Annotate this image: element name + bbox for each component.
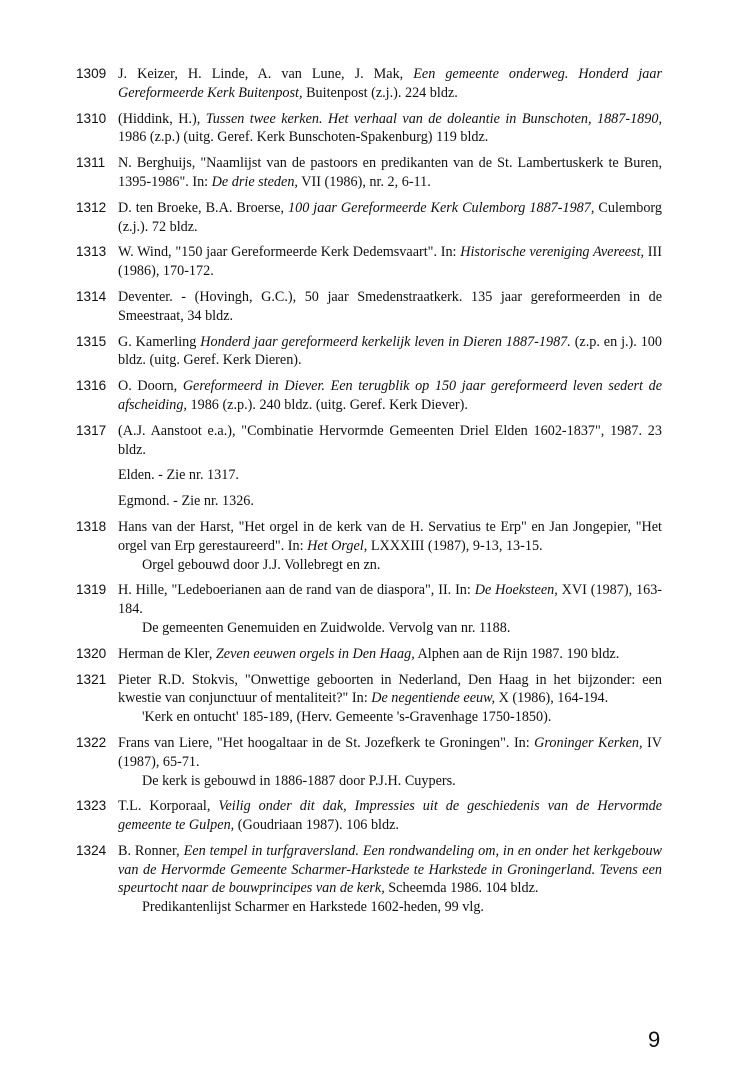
- entry-title: Een gemeente onderweg. Honderd jaar Gereformeerde Kerk Buitenpost,: [118, 66, 662, 101]
- bibliography-entry: [76, 422, 662, 460]
- entry-title: Veilig onder dit dak, Impressies uit de geschiedenis van de Hervormde gemeente te Gulpen,: [118, 798, 662, 834]
- entry-note: Predikantenlijst Scharmer en Harkstede 1602-heden, 99 vlg.: [142, 899, 484, 916]
- bibliography-entry: [76, 243, 662, 281]
- entry-title: Een tempel in turfgraversland. Een rondwandeling om, in en onder het kerkgebouw van de Hervormde Gemeente Scharmer-Harkstede te Harkstede in Groningerland. Tevens een speurtocht naar de bouwprincipes van de kerk,: [118, 842, 662, 897]
- entry-author: Deventer. - (Hovingh, G.C.), 50 jaar Smedenstraatkerk. 135 jaar gereformeerden in de Smeestraat, 34 bldz.: [118, 288, 662, 324]
- entry-publication: VII (1986), nr. 2, 6-11.: [297, 173, 431, 190]
- entry-title: Gereformeerd in Diever. Een terugblik op 150 jaar gereformeerd leven sedert de afscheiding,: [118, 378, 662, 413]
- entry-author: H. Hille, "Ledeboerianen aan de rand van de diaspora", II. In:: [118, 582, 475, 599]
- entry-number: 1322: [76, 734, 107, 750]
- bibliography-entry: [76, 671, 662, 727]
- entry-number: 1320: [76, 645, 107, 661]
- entry-publication: LXXXIII (1987), 9-13, 13-15.: [367, 537, 543, 554]
- entry-text: [118, 734, 662, 790]
- entry-text: [118, 645, 662, 664]
- entry-number: 1318: [76, 518, 107, 534]
- bibliography-entry: [76, 199, 662, 237]
- entry-author: B. Ronner,: [118, 842, 184, 859]
- entry-text: [118, 110, 662, 148]
- cross-reference: Egmond. - Zie nr. 1326.: [118, 493, 254, 510]
- entry-number: 1323: [76, 798, 107, 814]
- entry-number: 1309: [76, 66, 107, 81]
- entry-text: [118, 518, 662, 574]
- entry-author: Hans van der Harst, "Het orgel in de kerk van de H. Servatius te Erp" en Jan Jongepier, "Het orgel van Erp gerestaureerd". In:: [118, 518, 662, 554]
- entry-publication: 1986 (z.p.) (uitg. Geref. Kerk Bunschoten-Spakenburg) 119 bldz.: [118, 129, 489, 146]
- entry-title: De negentiende eeuw,: [371, 690, 496, 707]
- entry-number: 1321: [76, 671, 107, 687]
- entry-number: 1316: [76, 378, 107, 394]
- entry-number: 1324: [76, 842, 107, 858]
- entry-author: D. ten Broeke, B.A. Broerse,: [118, 199, 289, 216]
- bibliography-entry: [76, 645, 662, 664]
- entry-text: [118, 671, 662, 727]
- entry-text: [118, 288, 662, 326]
- bibliography-entry: [76, 581, 662, 637]
- bibliography-list: [76, 65, 662, 924]
- entry-author: N. Berghuijs, "Naamlijst van de pastoors en predikanten van de St. Lambertuskerk te Buren, 1395-1986". In:: [118, 155, 662, 190]
- entry-text: [118, 581, 662, 637]
- entry-text: [118, 154, 662, 192]
- entry-note: De kerk is gebouwd in 1886-1887 door P.J.H. Cuypers.: [142, 772, 456, 789]
- entry-publication: Alphen aan de Rijn 1987. 190 bldz.: [414, 645, 620, 662]
- entry-title: Honderd jaar gereformeerd kerkelijk leven in Dieren 1887-1987.: [200, 333, 571, 350]
- entry-number: 1315: [76, 333, 107, 349]
- entry-number: 1310: [76, 110, 107, 126]
- bibliography-entry: [76, 734, 662, 790]
- entry-author: (A.J. Aanstoot e.a.), "Combinatie Hervormde Gemeenten Driel Elden 1602-1837", 1987. 23 bldz.: [118, 422, 662, 458]
- entry-author: (Hiddink, H.),: [118, 110, 206, 127]
- entry-title: De drie steden,: [211, 173, 298, 190]
- entry-title: Groninger Kerken,: [534, 734, 643, 751]
- entry-publication: IV (1987), 65-71.: [118, 734, 662, 770]
- entry-author: Frans van Liere, "Het hoogaltaar in de St. Jozefkerk te Groningen". In:: [118, 734, 535, 751]
- entry-number: 1312: [76, 199, 107, 215]
- entry-publication: Culemborg (z.j.). 72 bldz.: [118, 199, 662, 235]
- bibliography-entry: [76, 65, 662, 103]
- entry-text: [118, 65, 662, 103]
- entry-publication: XVI (1987), 163-184.: [118, 582, 663, 618]
- entry-number: 1317: [76, 422, 107, 438]
- entry-publication: 1986 (z.p.). 240 bldz. (uitg. Geref. Kerk Diever).: [186, 396, 468, 413]
- entry-publication: III (1986), 170-172.: [118, 244, 662, 280]
- entry-text: [118, 377, 662, 415]
- entry-note: Orgel gebouwd door J.J. Vollebregt en zn.: [142, 556, 381, 573]
- entry-title: Zeven eeuwen orgels in Den Haag,: [215, 645, 415, 662]
- entry-author: W. Wind, "150 jaar Gereformeerde Kerk Dedemsvaart". In:: [118, 244, 461, 261]
- entry-publication: Buitenpost (z.j.). 224 bldz.: [302, 84, 458, 101]
- page-number: 9: [648, 1027, 661, 1052]
- entry-text: [118, 333, 662, 371]
- entry-author: Herman de Kler,: [118, 645, 216, 662]
- bibliography-entry: [76, 797, 662, 835]
- entry-title: 100 jaar Gereformeerde Kerk Culemborg 1887-1987,: [288, 199, 595, 216]
- entry-number: 1313: [76, 244, 107, 260]
- entry-text: [118, 797, 662, 835]
- bibliography-entry: [76, 288, 662, 326]
- entry-text: [118, 842, 662, 917]
- entry-title: Het Orgel,: [307, 537, 368, 554]
- bibliography-entry: [76, 333, 662, 371]
- entry-title: Tussen twee kerken. Het verhaal van de doleantie in Bunschoten, 1887-1890,: [205, 110, 663, 127]
- entry-note: 'Kerk en ontucht' 185-189, (Herv. Gemeente 's-Gravenhage 1750-1850).: [142, 709, 552, 726]
- entry-text: [118, 422, 662, 460]
- entry-author: Pieter R.D. Stokvis, "Onwettige geboorten in Nederland, Den Haag in het bijzonder: een kwestie van conjunctuur of mentaliteit?" In:: [118, 671, 662, 707]
- entry-number: 1314: [76, 288, 107, 304]
- entry-number: 1311: [76, 155, 106, 171]
- entry-title: De Hoeksteen,: [474, 582, 558, 599]
- bibliography-entry: [76, 110, 662, 148]
- bibliography-entry: [76, 842, 662, 917]
- entry-publication: (Goudriaan 1987). 106 bldz.: [234, 817, 399, 834]
- entry-number: 1319: [76, 582, 107, 598]
- entry-author: T.L. Korporaal,: [118, 798, 219, 815]
- entry-publication: Scheemda 1986. 104 bldz.: [384, 880, 539, 897]
- entry-publication: X (1986), 164-194.: [495, 690, 609, 707]
- bibliography-entry: [76, 377, 662, 415]
- entry-note: De gemeenten Genemuiden en Zuidwolde. Vervolg van nr. 1188.: [142, 619, 511, 636]
- entry-author: G. Kamerling: [118, 333, 201, 350]
- entry-text: [118, 243, 662, 281]
- entry-author: O. Doorn,: [118, 378, 183, 395]
- entry-author: J. Keizer, H. Linde, A. van Lune, J. Mak,: [118, 66, 414, 82]
- bibliography-entry: [76, 518, 662, 574]
- entry-text: [118, 199, 662, 237]
- bibliography-entry: [76, 154, 662, 192]
- entry-title: Historische vereniging Avereest,: [460, 244, 645, 261]
- cross-reference: Elden. - Zie nr. 1317.: [118, 467, 239, 484]
- entry-publication: (z.p. en j.). 100 bldz. (uitg. Geref. Kerk Dieren).: [118, 333, 662, 369]
